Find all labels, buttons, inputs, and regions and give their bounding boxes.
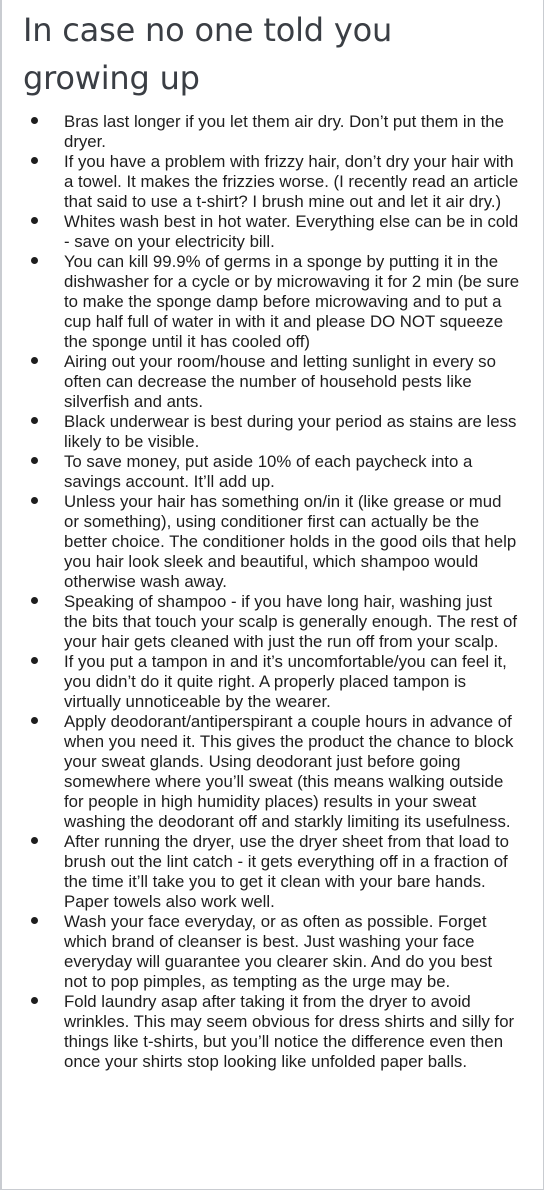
list-item [2, 992, 544, 1072]
bullet-icon [31, 157, 38, 164]
list-item-text: Airing out your room/house and letting sunlight in every so often can decrease the number of household pests like silverfish and ants. [64, 352, 496, 411]
list-item [2, 212, 544, 252]
list-item-text: Speaking of shampoo - if you have long hair, washing just the bits that touch your scalp is generally enough. The rest of your hair gets cleaned with just the run off from your scalp. [64, 592, 518, 651]
list-item [2, 352, 544, 412]
list-item-text: After running the dryer, use the dryer sheet from that load to brush out the lint catch - it gets everything off in a fraction of the time it’ll take you to get it clean with your bare hands. Paper towels also work well. [64, 832, 509, 911]
list-item [2, 832, 544, 912]
list-item-text: Unless your hair has something on/in it (like grease or mud or something), using conditioner first can actually be the better choice. The conditioner holds in the good oils that help you hair look sleek and beautiful, which shampoo would otherwise wash away. [64, 492, 517, 591]
list-item [2, 112, 544, 152]
bullet-icon [31, 837, 38, 844]
bullet-icon [31, 597, 38, 604]
list-item-text: You can kill 99.9% of germs in a sponge by putting it in the dishwasher for a cycle or by microwaving it for 2 min (be sure to make the sponge damp before microwaving and to put a cup half full of water in with it and please DO NOT squeeze the sponge until it has cooled off) [64, 252, 520, 351]
list-item [2, 712, 544, 832]
list-item [2, 252, 544, 352]
list-item [2, 592, 544, 652]
list-item-text: If you put a tampon in and it’s uncomfortable/you can feel it, you didn’t do it quite right. A properly placed tampon is virtually unnoticeable by the wearer. [64, 652, 507, 711]
list-item [2, 652, 544, 712]
bullet-icon [31, 117, 38, 124]
list-item-text: Black underwear is best during your period as stains are less likely to be visible. [64, 412, 517, 451]
bullet-icon [31, 257, 38, 264]
bullet-icon [31, 357, 38, 364]
bullet-icon [31, 217, 38, 224]
list-item [2, 492, 544, 592]
list-item [2, 412, 544, 452]
bullet-icon [31, 457, 38, 464]
list-item [2, 452, 544, 492]
list-item [2, 152, 544, 212]
bullet-icon [31, 917, 38, 924]
list-item-text: To save money, put aside 10% of each paycheck into a savings account. It’ll add up. [64, 452, 473, 491]
bullet-icon [31, 997, 38, 1004]
list-item [2, 912, 544, 992]
bullet-icon [31, 417, 38, 424]
list-item-text: If you have a problem with frizzy hair, don’t dry your hair with a towel. It makes the frizzies worse. (I recently read an article that said to use a t-shirt? I brush mine out and let it air dry.) [64, 152, 519, 211]
bullet-icon [31, 497, 38, 504]
bullet-icon [31, 657, 38, 664]
list-item-text: Bras last longer if you let them air dry. Don’t put them in the dryer. [64, 112, 504, 151]
tips-list [2, 112, 544, 1072]
list-item-text: Fold laundry asap after taking it from the dryer to avoid wrinkles. This may seem obvious for dress shirts and silly for things like t-shirts, but you’ll notice the difference even then once your shirts stop looking like unfolded paper balls. [64, 992, 515, 1071]
list-item-text: Apply deodorant/antiperspirant a couple hours in advance of when you need it. This gives the product the chance to block your sweat glands. Using deodorant just before going somewhere where you’ll sweat (this means walking outside for people in high humidity places) results in your sweat washing the deodorant off and starkly limiting its usefulness. [64, 712, 514, 831]
list-item-text: Wash your face everyday, or as often as possible. Forget which brand of cleanser is best. Just washing your face everyday will guarantee you clearer skin. And do you best not to pop pimples, as tempting as the urge may be. [64, 912, 493, 991]
list-item-text: Whites wash best in hot water. Everything else can be in cold - save on your electricity bill. [64, 212, 519, 251]
bullet-icon [31, 717, 38, 724]
page-title: In case no one told you growing up [23, 11, 393, 97]
